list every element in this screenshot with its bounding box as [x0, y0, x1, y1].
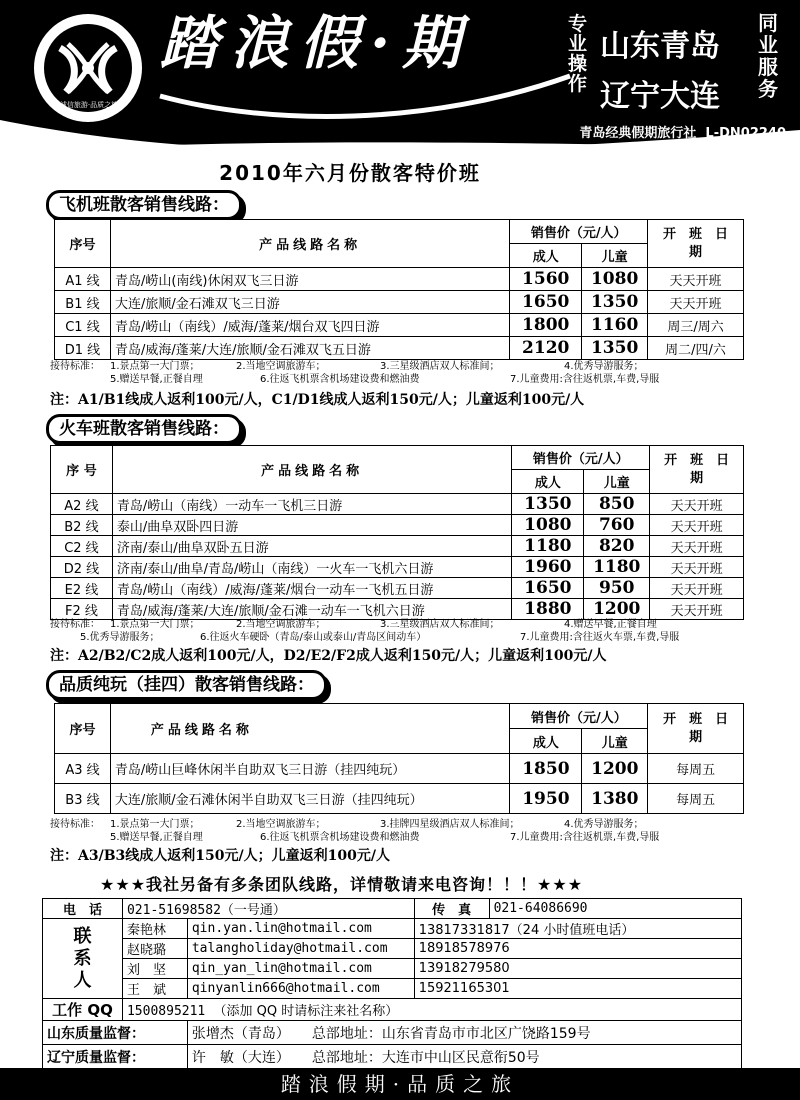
table-row: B1 线 大连/旅顺/金石滩双飞三日游 1650 1350 天天开班: [55, 291, 744, 314]
col-header-adult: 成人: [510, 729, 582, 754]
service-standards: 接待标准： 1.景点第一大门票； 2.当地空调旅游车； 3.三星级酒店双人标准间； 4.优秀导游服务； 5.赠送早餐,正餐自理 6.往返飞机票含机场建设费和燃油费 7.儿童费用:含往返机票,车费,导服: [50, 361, 660, 385]
col-header-no: 序号: [55, 220, 111, 268]
contact-email[interactable]: qin.yan.lin@hotmail.com: [187, 919, 414, 939]
page-title: 2010年六月份散客特价班: [219, 161, 481, 185]
agency-license: L-LN-GN2206: [690, 146, 786, 160]
supervisor-person: 许 敏（大连）: [191, 1049, 290, 1066]
hq-address-label: 总部地址：: [311, 1025, 382, 1042]
col-header-product: 产品线路名称: [110, 704, 510, 754]
table-row: D2 线 济南/泰山/曲阜/青岛/崂山（南线）一火车一飞机六日游 1960 1180 天天开班: [51, 557, 744, 578]
contact-table: [42, 898, 742, 1069]
pro-ops-label: 专 业 操 作: [568, 13, 588, 95]
header-banner: [0, 0, 800, 160]
contacts-label: 联系人: [43, 919, 123, 999]
supervisor-label: 辽宁质量监督：: [43, 1045, 188, 1069]
city-qingdao: 山东青岛: [600, 29, 720, 64]
col-header-child: 儿童: [582, 729, 648, 754]
cities-label: [600, 22, 720, 122]
supervisor-label: 山东质量监督：: [43, 1021, 188, 1045]
contact-row: [43, 939, 742, 959]
city-dalian: 辽宁大连: [600, 79, 720, 114]
section-title-flight: 飞机班散客销售线路：: [46, 190, 242, 220]
section-title-train: 火车班散客销售线路：: [46, 414, 242, 444]
contact-email[interactable]: talangholiday@hotmail.com: [187, 939, 414, 959]
contact-email[interactable]: qinyanlin666@hotmail.com: [187, 979, 414, 999]
table-row: C1 线 青岛/崂山（南线）/威海/蓬莱/烟台双飞四日游 1800 1160 周三/周六: [55, 314, 744, 337]
col-header-schedule: 开 班 日 期: [648, 704, 744, 754]
col-header-adult: 成人: [512, 470, 584, 494]
qq-label: 工作 QQ: [43, 999, 123, 1021]
phone-label: 电 话: [43, 899, 123, 919]
contact-name: 刘 坚: [122, 959, 187, 979]
contact-name: 秦艳林: [122, 919, 187, 939]
col-header-price: 销售价（元/人）: [510, 220, 648, 244]
quality-route-table: [54, 703, 744, 814]
qq-note: （添加 QQ 时请标注来社名称）: [213, 1004, 399, 1019]
contact-phone: 15921165301: [414, 979, 741, 999]
col-header-price: 销售价（元/人）: [510, 704, 648, 729]
service-standards: 接待标准： 1.景点第一大门票； 2.当地空调旅游车； 3.挂牌四星级酒店双人标准间； 4.优秀导游服务； 5.赠送早餐,正餐自理 6.往返飞机票含机场建设费和燃油费 7.儿童费用:含往返机票,车费,导服: [50, 819, 660, 843]
contact-phone: 13817331817（24 小时值班电话）: [414, 919, 741, 939]
rebate-note: 注：A3/B3线成人返利150元/人；儿童返利100元/人: [50, 848, 390, 864]
contact-row: [43, 919, 742, 939]
table-row: A1 线 青岛/崂山(南线)休闲双飞三日游 1560 1080 天天开班: [55, 268, 744, 291]
contact-email[interactable]: qin_yan_lin@hotmail.com: [187, 959, 414, 979]
col-header-schedule: 开 班 日 期: [650, 446, 744, 494]
agency-license: L-DN02240: [705, 126, 786, 141]
table-row: D1 线 青岛/威海/蓬莱/大连/旅顺/金石滩双飞五日游 2120 1350 周二/四/六: [55, 337, 744, 360]
train-route-table: [50, 445, 744, 620]
brand-title: 踏浪假·期: [160, 9, 473, 77]
col-header-no: 序号: [55, 704, 111, 754]
peer-service-label: 同 业 服 务: [758, 11, 778, 101]
col-header-product: 产品线路名称: [112, 446, 512, 494]
contact-row: [43, 979, 742, 999]
fax-label: 传 真: [414, 899, 489, 919]
table-row: A3 线 青岛/崂山巨峰休闲半自助双飞三日游（挂四纯玩） 1850 1200 每周五: [55, 754, 744, 784]
rebate-note: 注：A2/B2/C2成人返利100元/人，D2/E2/F2成人返利150元/人；儿童返利100元/人: [50, 648, 607, 664]
contact-row: [43, 959, 742, 979]
phone-number[interactable]: 021-51698582（一号通）: [122, 899, 414, 919]
col-header-no: 序 号: [51, 446, 113, 494]
col-header-child: 儿童: [582, 244, 648, 268]
col-header-adult: 成人: [510, 244, 582, 268]
col-header-product: 产品线路名称: [110, 220, 509, 268]
fax-number: 021-64086690: [489, 899, 741, 919]
service-standards: 接待标准： 1.景点第一大门票； 2.当地空调旅游车； 3.三星级酒店双人标准间； 4.赠送早餐,正餐自理 5.优秀导游服务； 6.往返火车硬卧（青岛/泰山或泰山/青岛区间动车） 7.儿童费用:含往返火车票,车费,导服: [50, 619, 680, 643]
col-header-schedule: 开 班 日 期: [648, 220, 744, 268]
table-row: A2 线 青岛/崂山（南线）一动车一飞机三日游 1350 850 天天开班: [51, 494, 744, 515]
col-header-child: 儿童: [584, 470, 650, 494]
section-title-quality: 品质纯玩（挂四）散客销售线路：: [46, 670, 327, 700]
footer-slogan: 踏浪假期·品质之旅: [0, 1068, 800, 1100]
hq-address: 大连市中山区民意衔50号: [381, 1049, 540, 1066]
rebate-note: 注：A1/B1线成人返利100元/人，C1/D1线成人返利150元/人；儿童返利100元/人: [50, 392, 585, 408]
logo-text: 诚信旅游·品质之旅: [59, 101, 119, 109]
table-row: F2 线 青岛/威海/蓬莱/大连/旅顺/金石滩一动车一飞机六日游 1880 1200 天天开班: [51, 599, 744, 620]
agency-licenses: [579, 124, 786, 160]
table-row: B3 线 大连/旅顺/金石滩休闲半自助双飞三日游（挂四纯玩） 1950 1380 每周五: [55, 784, 744, 814]
flight-route-table: [54, 219, 744, 360]
qq-number: 1500895211: [126, 1004, 206, 1019]
col-header-price: 销售价（元/人）: [512, 446, 650, 470]
agency-name: 青岛经典假期旅行社: [579, 126, 697, 141]
contact-phone: 13918279580: [414, 959, 741, 979]
supervisor-person: 张增杰（青岛）: [191, 1025, 290, 1042]
table-row: C2 线 济南/泰山/曲阜双卧五日游 1180 820 天天开班: [51, 536, 744, 557]
contact-phone: 18918578976: [414, 939, 741, 959]
hq-address: 山东省青岛市市北区广饶路159号: [381, 1025, 591, 1042]
table-row: B2 线 泰山/曲阜双卧四日游 1080 760 天天开班: [51, 515, 744, 536]
table-row: E2 线 青岛/崂山（南线）/威海/蓬莱/烟台一动车一飞机五日游 1650 950 天天开班: [51, 578, 744, 599]
promo-banner: ★★★我社另备有多条团队线路，详情敬请来电咨询！！！★★★: [100, 875, 584, 894]
contact-name: 赵晓璐: [122, 939, 187, 959]
hq-address-label: 总部地址：: [311, 1049, 382, 1066]
agency-name: 大连航空旅行社: [589, 146, 681, 160]
contact-name: 王 斌: [122, 979, 187, 999]
